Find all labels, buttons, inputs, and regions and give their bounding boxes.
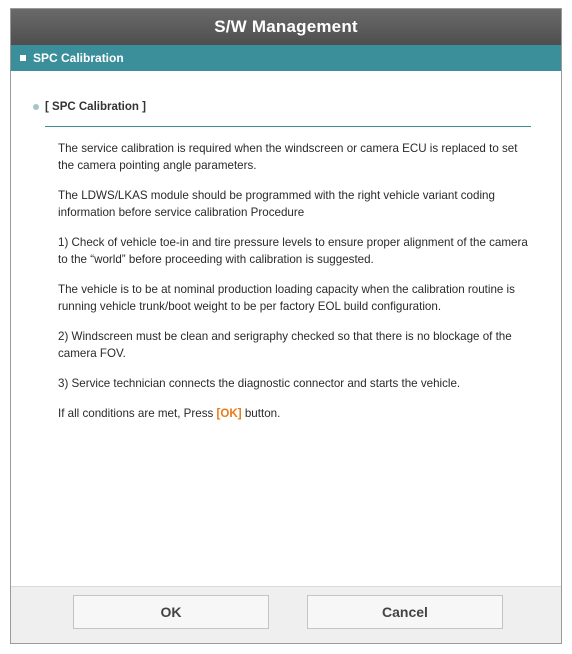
ok-highlight: [OK] bbox=[216, 407, 242, 420]
heading-divider bbox=[45, 126, 531, 127]
final-instruction bbox=[58, 405, 533, 422]
final-instruction-prefix: If all conditions are met, Press bbox=[58, 407, 217, 420]
section-title: SPC Calibration bbox=[33, 51, 124, 65]
instruction-paragraph: The vehicle is to be at nominal production loading capacity when the calibration routine is running vehicle trunk/boot weight to be per factory EOL build configuration. bbox=[58, 283, 515, 313]
button-bar bbox=[11, 586, 561, 643]
instruction-paragraph: The LDWS/LKAS module should be programmed with the right vehicle variant coding information before service calibration Procedure bbox=[58, 189, 495, 219]
procedure-heading-text: [ SPC Calibration ] bbox=[45, 101, 146, 113]
instruction-paragraph: 1) Check of vehicle toe-in and tire pressure levels to ensure proper alignment of the camera to the “world” before proceeding with calibration is suggested. bbox=[58, 236, 528, 266]
final-instruction-suffix: button. bbox=[241, 407, 281, 420]
instruction-paragraph: 2) Windscreen must be clean and serigraphy checked so that there is no blockage of the camera FOV. bbox=[58, 330, 512, 360]
ok-button[interactable]: OK bbox=[73, 595, 269, 629]
content-panel bbox=[11, 71, 561, 587]
cancel-button[interactable]: Cancel bbox=[307, 595, 503, 629]
procedure-heading bbox=[33, 101, 535, 113]
sw-management-dialog bbox=[10, 8, 562, 644]
instruction-paragraph: 3) Service technician connects the diagnostic connector and starts the vehicle. bbox=[58, 377, 461, 390]
section-header bbox=[11, 45, 561, 71]
dialog-title: S/W Management bbox=[11, 9, 561, 45]
instruction-paragraph: The service calibration is required when the windscreen or camera ECU is replaced to set the camera pointing angle parameters. bbox=[58, 142, 518, 172]
instructions-text bbox=[58, 140, 533, 435]
square-bullet-icon bbox=[20, 55, 26, 61]
bullet-dot-icon bbox=[33, 104, 39, 110]
